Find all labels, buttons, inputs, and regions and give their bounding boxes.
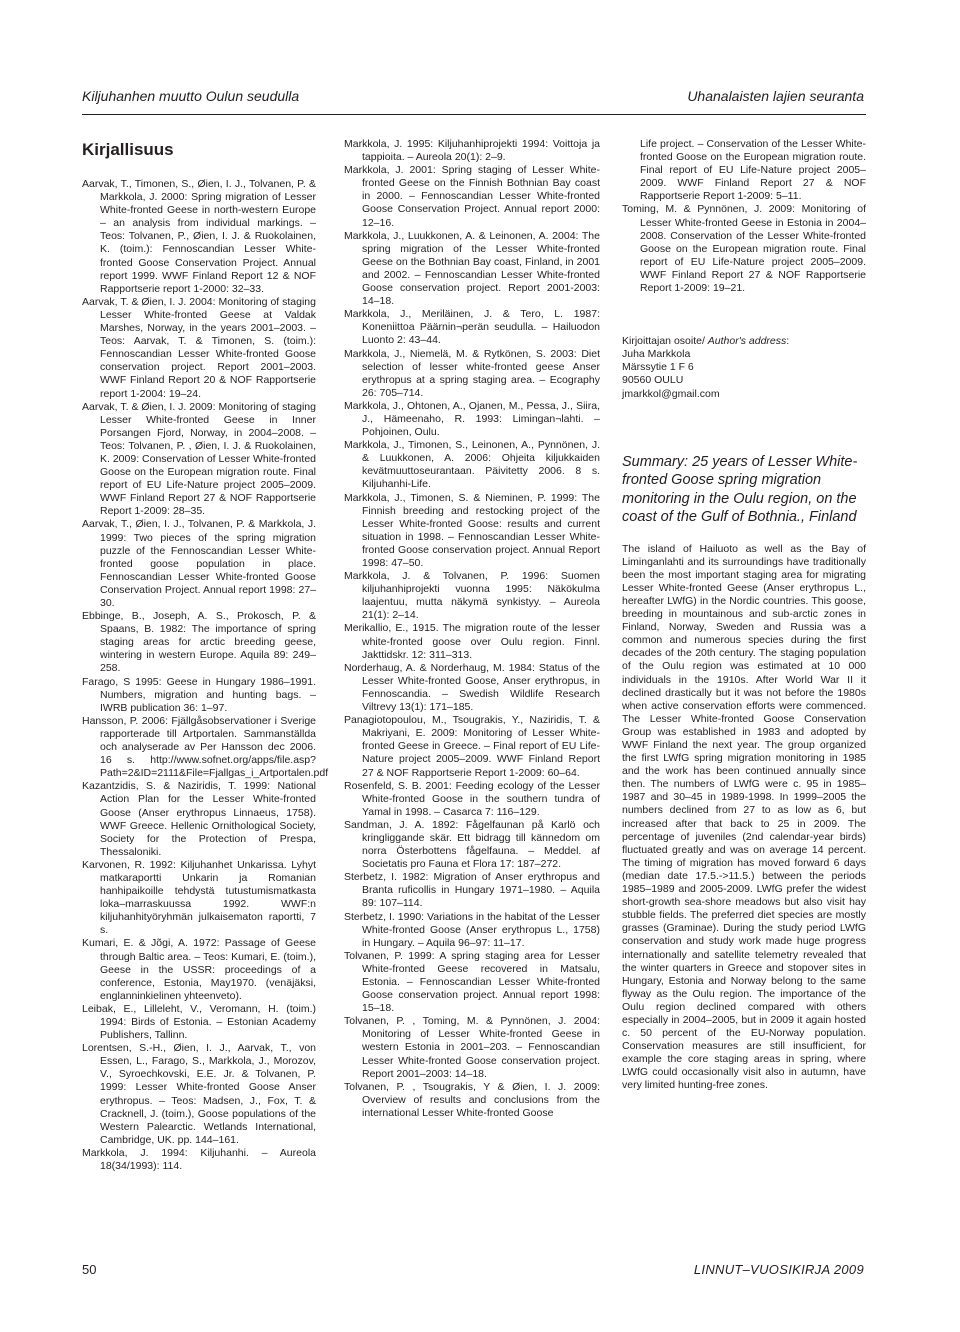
reference-item: Markkola, J., Niemelä, M. & Rytkönen, S. 2003: Diet selection of lesser white-fronted geese Anser erythropus at a spring staging area. – Ecography 26: 705–714. (344, 347, 600, 399)
author-address (622, 335, 866, 400)
reference-item: Markkola, J., Timonen, S. & Nieminen, P. 1999: The Finnish breeding and restocking project of the Lesser White-fronted Goose: results and current situation in 1998. – Fennoscandian Lesser White-fronted Goose conservation project. Annual Report 1998: 47–50. (344, 491, 600, 569)
header-rule (82, 114, 866, 115)
reference-item: Aarvak, T. & Øien, I. J. 2009: Monitoring of staging Lesser White-fronted Geese in Inner Porsangen Fjord, Norway, in 2004–2008. – Teos: Tolvanen, P. , Øien, I. J. & Ruokolainen, K. 2009: Conservation of Lesser White-fronted Goose on the European migration route. Final report of EU Life-Nature project 2005–2009. WWF Finland Report 27 & NOF Rapportserie Report 1-2009: 28–35. (82, 400, 316, 518)
author-city: 90560 OULU (622, 374, 684, 387)
reference-item: Tolvanen, P. , Tsougrakis, Y & Øien, I. J. 2009: Overview of results and conclusions from the international Lesser White-fronted Goose (344, 1080, 600, 1119)
reference-item: Panagiotopoulou, M., Tsougrakis, Y., Naziridis, T. & Makriyani, E. 2009: Monitoring of Lesser White-fronted Geese in Greece. – Final report of EU Life-Nature project 2005–2009. WWF Finland Report 27 & NOF Rapportserie Report 1-2009: 60–64. (344, 714, 600, 779)
reference-item: Rosenfeld, S. B. 2001: Feeding ecology of the Lesser White-fronted Goose in the southern tundra of Yamal in 1998. – Casarca 7: 116–129. (344, 779, 600, 818)
reference-item: Merikallio, E., 1915. The migration route of the lesser white-fronted goose over Oulu region. Finnl. Jakttidskr. 12: 311–313. (344, 622, 600, 661)
reference-item: Markkola, J., Meriläinen, J. & Tero, L. 1987: Koneniittoa Päärnin¬perän seudulla. – Hailuodon Luonto 2: 43–44. (344, 308, 600, 347)
reference-item: Aarvak, T., Øien, I. J., Tolvanen, P. & Markkola, J. 1999: Two pieces of the spring migration puzzle of the Fennoscandian Lesser White-fronted goose population in place. Fennoscandian Lesser White-fronted Goose Conservation Project. Annual report 1998: 27–30. (82, 518, 316, 609)
author-email: jmarkkol@gmail.com (622, 387, 720, 400)
reference-item: Karvonen, R. 1992: Kiljuhanhet Unkarissa. Lyhyt matkaraportti Unkarin ja Romanian hanhipaikoille tehdystä tutustumismatkasta loka–marraskuussa 1992. WWF:n kiljuhanhityöryhmän julkaisematon raportti, 7 s. (82, 858, 316, 937)
reference-item: Sterbetz, I. 1982: Migration of Anser erythropus and Branta ruficollis in Hungary 1971–1980. – Aquila 89: 107–114. (344, 871, 600, 910)
reference-item: Toming, M. & Pynnönen, J. 2009: Monitoring of Lesser White-fronted Geese in Estonia in 2004–2008. Conservation of the Lesser White-fronted Goose on the European migration route. Final report of EU Life-Nature project 2005–2009. WWF Finland Report 27 & NOF Rapportserie Report 1-2009: 19–21. (622, 203, 866, 295)
reference-item: Lorentsen, S.-H., Øien, I. J., Aarvak, T., von Essen, L., Farago, S., Markkola, J., Morozov, V., Syroechkovski, E.E. Jr. & Tolvanen, P. 1999: Lesser White-fronted Goose Anser erythropus. – Teos: Madsen, J., Fox, T. & Cracknell, J. (toim.), Goose populations of the Western Palearctic. Wetlands International, Cambridge, UK. pp. 144–161. (82, 1042, 316, 1146)
section-title: Kirjallisuus (82, 140, 174, 159)
reference-item: Hansson, P. 2006: Fjällgåsobservationer i Sverige rapporterade till Artportalen. Sammanställda och analyserade av Per Hansson dec 2006. 16 s. http://www.sofnet.org/apps/file.asp?Path=2&ID=2111&File=Fjallgas_i_Artportalen.pdf (82, 714, 329, 780)
references-column-3 (622, 138, 866, 1093)
author-address-label: Kirjoittajan osoite/ Author's address: (622, 335, 790, 348)
reference-item: Tolvanen, P. 1999: A spring staging area for Lesser White-fronted Geese recovered in Matsalu, Estonia. – Fennoscandian Lesser White-fronted Goose conservation project. Annual report 1998: 15–18. (344, 949, 600, 1015)
reference-item: Markkola, J. 2001: Spring staging of Lesser White-fronted Geese on the Finnish Bothnian Bay coast in 2000. – Fennoscandian Lesser White-fronted Goose Conservation Project. Annual report 2000: 12–16. (344, 164, 600, 229)
reference-item: Sandman, J. A. 1892: Fågelfaunan på Karlö och kringliggande skär. Ett bidragg till kännedom om norra Österbottens fågelfauna. – Meddel. af Societatis pro Fauna et Flora 17: 187–272. (344, 818, 600, 871)
author-name: Juha Markkola (622, 348, 691, 361)
running-header-right: Uhanalaisten lajien seuranta (687, 88, 864, 104)
reference-item: Markkola, J., Luukkonen, A. & Leinonen, A. 2004: The spring migration of the Lesser White-fronted Geese on the Bothnian Bay coast, Finland, in 2001 and 2002. – Fennoscandian Lesser White-fronted Goose conservation project. Report 2001-2003: 14–18. (344, 229, 600, 308)
reference-item: Farago, S 1995: Geese in Hungary 1986–1991. Numbers, migration and hunting bags. – IWRB publication 36: 1–97. (82, 675, 316, 714)
summary-text: The island of Hailuoto as well as the Bay of Liminganlahti and its surroundings have traditionally been the most important staging area for migrating Lesser White-fronted Geese (Anser erythropus L., hereafter LWfG) in the Nordic countries. This goose, breeding in mountainous and sub-arctic zones in Finland, Norway, Sweden and Russia was a common and numerous species during the first decades of the 20th century. The staging population of the Oulu region was estimated at 10 000 individuals in the 1910s. After World War II it declined drastically but it was not before the 1980s when active conservation efforts were commenced. The Lesser White-fronted Goose Conservation Group was established in 1983 and adopted by WWF Finland the next year. The group organized the first LWfG spring migration monitoring in 1985 and the work has been continued annually since then. The numbers of LWfG were c. 95 in 1985–1987 and 30–45 in 1989-1998. In 1999–2005 the numbers declined from 27 to as low as 6, but increased after that back to 25 in 2009. The percentage of juveniles (2nd calendar-year birds) fluctuated greatly and was on average 14 percent. The timing of migration has moved forward 6 days (median date 17.5.->11.5.) between the periods 1985–1989 and 2005-2009. LWfG prefer the widest short-growth sea-shore meadows but also visit hay stubble fields. The preferred diet species are mostly grasses (Graminae). During the study period LWfG conservation and study work made huge progress internationally and satellite telemetry revealed that the winter quarters in Greece and stopover sites in Hungary, Estonia and Norway belong to the same flyway as the Oulu region. The importance of the Oulu region declined compared with others especially in 2004–2005, but in 2009 it again hosted c. 50 percent of the EU-Norway population. Conservation measures are still insufficient, for example the core staging areas in spring, where LWfG could occasionally visit also in autumn, have very limited hunting-free zones. (622, 542, 866, 1092)
reference-item: Tolvanen, P. , Toming, M. & Pynnönen, J. 2004: Monitoring of Lesser White-fronted Geese in western Estonia in 2001–203. – Fennoscandian Lesser White-fronted Goose conservation project. Report 2001–2003: 14–18. (344, 1015, 600, 1080)
reference-item: Aarvak, T. & Øien, I. J. 2004: Monitoring of staging Lesser White-fronted Geese at Valdak Marshes, Norway, in the years 2001–2003. – Teos: Aarvak, T. & Timonen, S. (toim.): Fennoscandian Lesser White-fronted Goose conservation project. Report 2001–2003. WWF Finland Report 20 & NOF Rapportserie report 1-2004: 19–24. (82, 295, 316, 400)
reference-item: Ebbinge, B., Joseph, A. S., Prokosch, P. & Spaans, B. 1982: The importance of spring staging areas for arctic breeding geese, wintering in western Europe. Aquila 89: 249–258. (82, 610, 316, 675)
summary-title: Summary: 25 years of Lesser White-fronted Goose spring migration monitoring in the Oulu region, on the coast of the Gulf of Bothnia., Finland (622, 453, 858, 526)
reference-item-continued: Life project. – Conservation of the Lesser White-fronted Goose on the European migration route. Final report of EU Life-Nature project 2005–2009. WWF Finland Report 27 & NOF Rapportserie Report 1-2009: 5–11. (640, 138, 866, 203)
reference-item: Kazantzidis, S. & Naziridis, T. 1999: National Action Plan for the Lesser White-fronted Goose (Anser erythropus Linnaeus, 1758). WWF Greece. Hellenic Ornithological Society, Society for the Protection of Prespa, Thessaloniki. (82, 780, 316, 858)
journal-footer: LINNUT–VUOSIKIRJA 2009 (693, 1262, 864, 1277)
reference-item: Leibak, E., Lilleleht, V., Veromann, H. (toim.) 1994: Birds of Estonia. – Estonian Academy Publishers, Tallinn. (82, 1002, 316, 1042)
reference-item: Markkola, J., Timonen, S., Leinonen, A., Pynnönen, J. & Luukkonen, A. 2006: Ohjeita kiljukkaiden kevätmuuttoseurantaan. Päivitetty 2006. 8 s. Kiljuhanhi-Life. (344, 439, 600, 491)
references-column-1 (82, 178, 329, 1173)
reference-item: Markkola, J. 1994: Kiljuhanhi. – Aureola 18(34/1993): 114. (82, 1146, 316, 1173)
reference-item: Markkola, J. & Tolvanen, P. 1996: Suomen kiljuhanhiprojekti vuonna 1995: Näkökulma laajentuu, mutta näkymä synkistyy. – Aureola 21(1): 2–14. (344, 570, 600, 622)
reference-item: Markkola, J. 1995: Kiljuhanhiprojekti 1994: Voittoja ja tappioita. – Aureola 20(1): 2–9. (344, 138, 600, 164)
author-street: Märssytie 1 F 6 (622, 361, 694, 374)
reference-item: Markkola, J., Ohtonen, A., Ojanen, M., Pessa, J., Siira, J., Hämeenaho, R. 1993: Limingan¬lahti. – Pohjoinen, Oulu. (344, 399, 600, 439)
reference-item: Kumari, E. & Jõgi, A. 1972: Passage of Geese through Baltic area. – Teos: Kumari, E. (toim.), Geese in the USSR: proceedings of a conference, Estonia, May1970. (venäjäksi, englanninkielinen yhteenveto). (82, 937, 316, 1002)
reference-item: Aarvak, T., Timonen, S., Øien, I. J., Tolvanen, P. & Markkola, J. 2000: Spring migration of Lesser White-fronted Geese in north-western Europe – an analysis from individual markings. – Teos: Tolvanen, P., Øien, I. J. & Ruokolainen, K. (toim.): Fennoscandian Lesser White-fronted Goose Conservation Project. Annual report 1999. WWF Finland Report 12 & NOF Rapportserie report 1-2000: 32–33. (82, 178, 316, 295)
reference-item: Sterbetz, I. 1990: Variations in the habitat of the Lesser White-fronted Goose (Anser erythropus L., 1758) in Hungary. – Aquila 96–97: 11–17. (344, 910, 600, 949)
running-header-left: Kiljuhanhen muutto Oulun seudulla (82, 88, 300, 104)
reference-item: Norderhaug, A. & Norderhaug, M. 1984: Status of the Lesser White-fronted Goose, Anser erythropus, in Fennoscandia. – Swedish Wildlife Research Viltrevy 13(1): 171–185. (344, 661, 600, 714)
page-number: 50 (82, 1262, 97, 1277)
references-column-2 (344, 138, 600, 1120)
